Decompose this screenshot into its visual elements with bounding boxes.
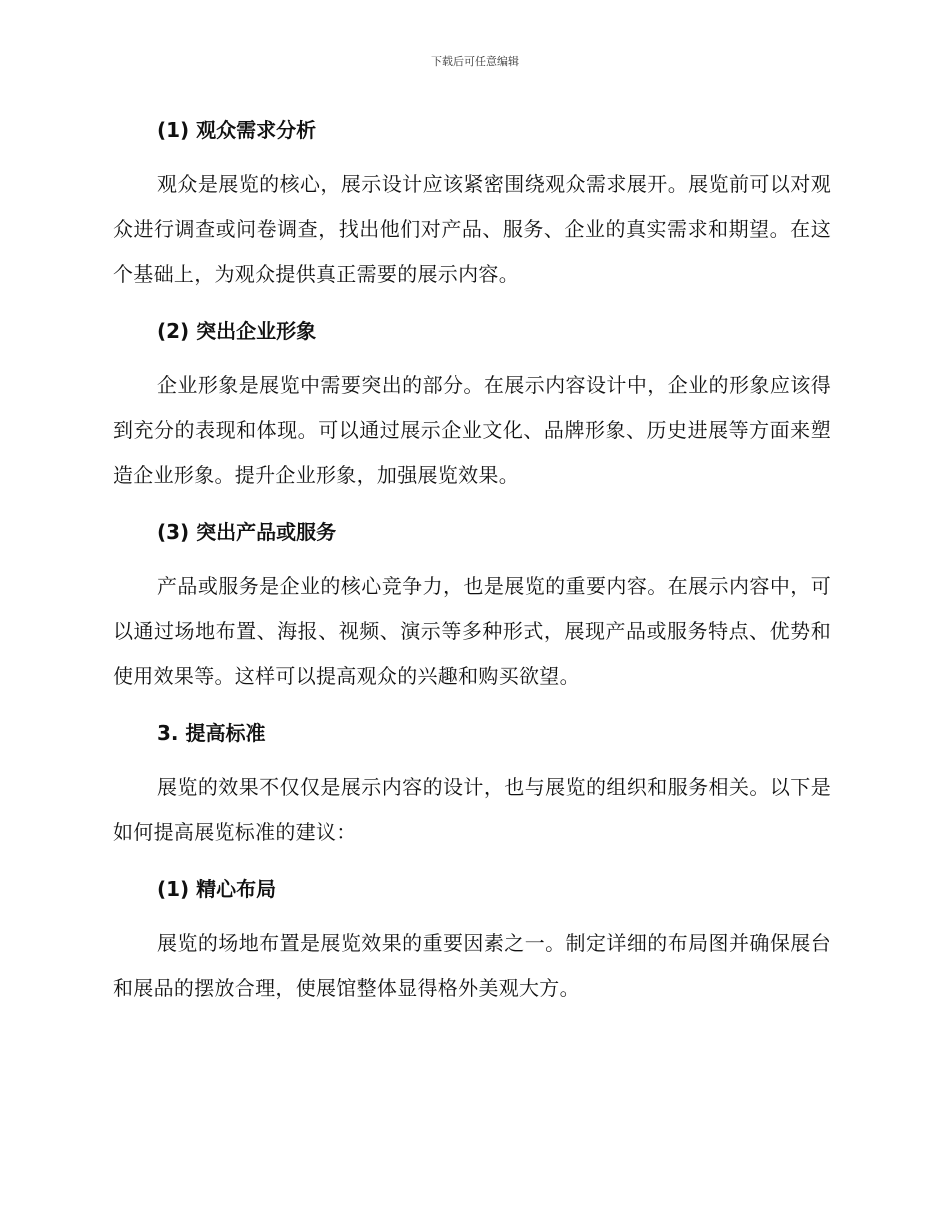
section-heading-careful-layout: (1) 精心布局 (157, 877, 277, 901)
section-paragraph-audience-needs: 观众是展览的核心，展示设计应该紧密围绕观众需求展开。展览前可以对观众进行调查或问卷调查，找出他们对产品、服务、企业的真实需求和期望。在这个基础上，为观众提供真正需要的展示内容。 (113, 172, 831, 286)
section-paragraph-raise-standards: 展览的效果不仅仅是展示内容的设计，也与展览的组织和服务相关。以下是如何提高展览标准的建议： (113, 775, 831, 844)
page-header: 下载后可任意编辑 (431, 55, 519, 68)
section-heading-raise-standards: 3. 提高标准 (157, 721, 266, 745)
section-paragraph-careful-layout: 展览的场地布置是展览效果的重要因素之一。制定详细的布局图并确保展台和展品的摆放合理，使展馆整体显得格外美观大方。 (113, 931, 831, 1000)
section-heading-audience-needs: (1) 观众需求分析 (157, 118, 317, 142)
section-paragraph-corporate-image: 企业形象是展览中需要突出的部分。在展示内容设计中，企业的形象应该得到充分的表现和体现。可以通过展示企业文化、品牌形象、历史进展等方面来塑造企业形象。提升企业形象，加强展览效果。 (113, 373, 831, 487)
section-heading-corporate-image: (2) 突出企业形象 (157, 319, 317, 343)
document-body (113, 110, 831, 1011)
section-paragraph-products-services: 产品或服务是企业的核心竞争力，也是展览的重要内容。在展示内容中，可以通过场地布置、海报、视频、演示等多种形式，展现产品或服务特点、优势和使用效果等。这样可以提高观众的兴趣和购买欲望。 (113, 574, 831, 688)
section-heading-products-services: (3) 突出产品或服务 (157, 520, 337, 544)
